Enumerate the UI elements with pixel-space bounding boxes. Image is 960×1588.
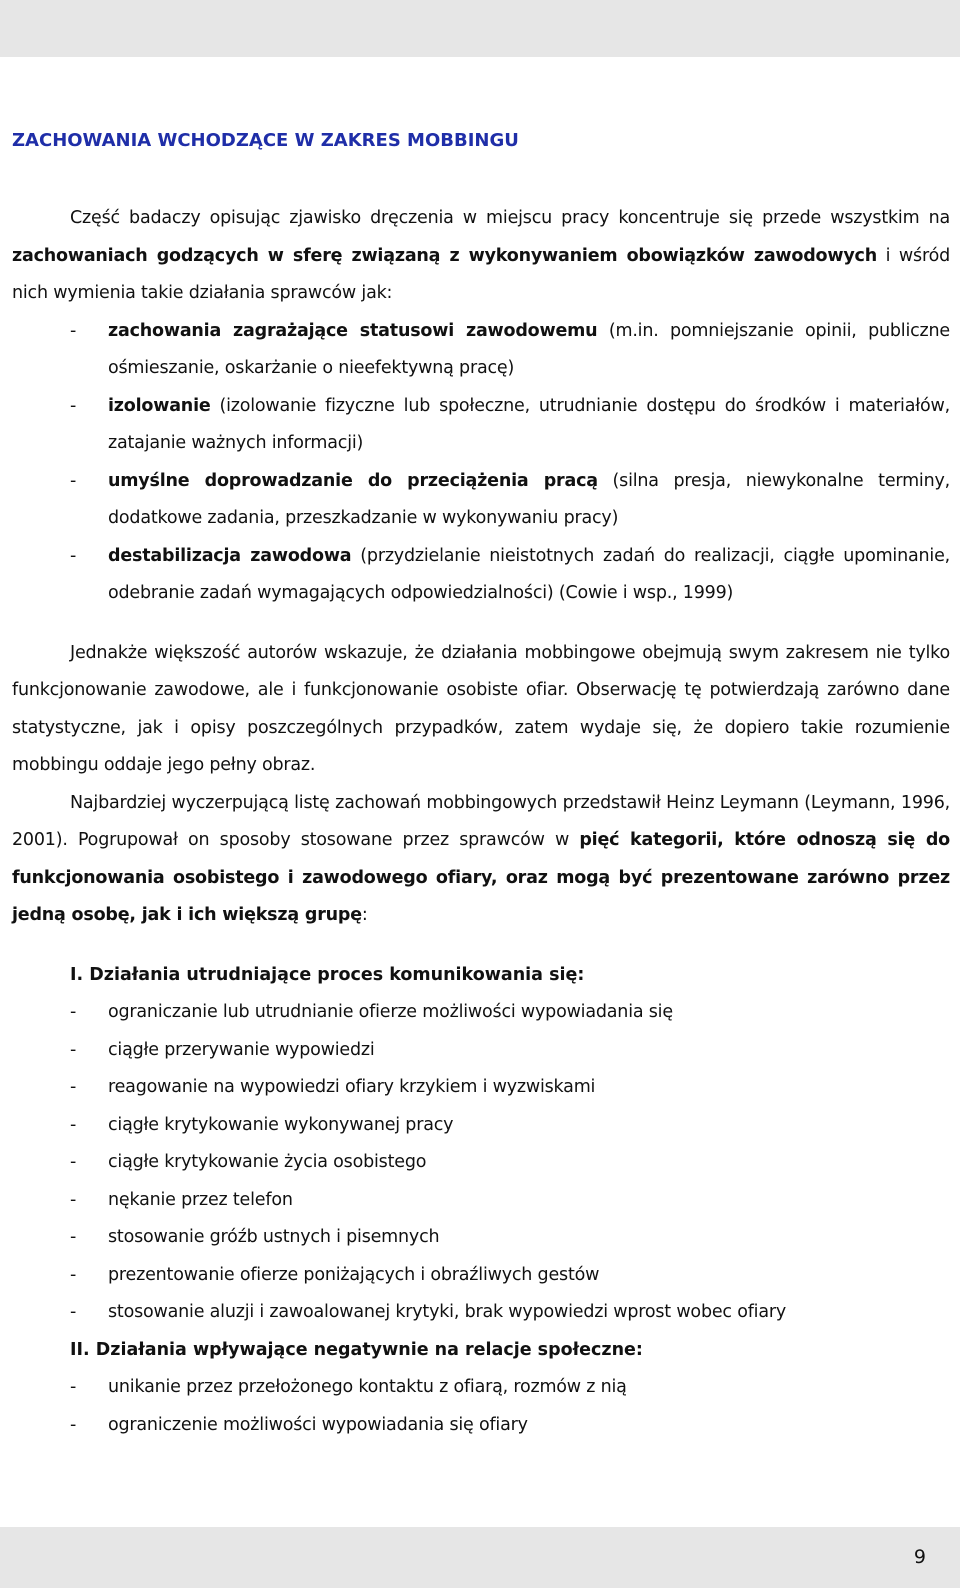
list-dash: - <box>70 1414 77 1435</box>
list-item <box>12 1257 950 1295</box>
para3-text-start: Najbardziej wyczerpującą listę zachowań mobbingowych przedstawił Heinz Leymann (Leymann, 1996, 2001). Pogrupował on sposoby stosowane przez sprawców w <box>12 792 950 850</box>
list-item <box>12 1369 950 1407</box>
list-item-text: ciągłe przerywanie wypowiedzi <box>108 1039 375 1060</box>
list-item-text <box>108 538 950 613</box>
para3-bold-phrase: pięć kategorii, które odnoszą się do funkcjonowania osobistego i zawodowego ofiary, oraz mogą być prezentowane zarówno przez jedną osobę, jak i ich większą grupę <box>12 830 950 925</box>
paragraph-3 <box>12 785 950 935</box>
list-dash: - <box>70 1152 77 1172</box>
list-dash: - <box>70 395 77 416</box>
page-footer-band <box>0 1527 960 1588</box>
list-item <box>12 1294 950 1332</box>
list-item-text: ograniczanie lub utrudnianie ofierze możliwości wypowiadania się <box>108 1002 673 1022</box>
intro-text-start: Część badaczy opisując zjawisko dręczenia w miejscu pracy koncentruje się przede wszystkim na <box>70 208 950 228</box>
section-heading: ZACHOWANIA WCHODZĄCE W ZAKRES MOBBINGU <box>12 130 519 151</box>
list-dash: - <box>70 1302 77 1322</box>
list-item <box>12 313 950 388</box>
page-top-band <box>0 0 960 57</box>
list-dash: - <box>70 1039 77 1060</box>
list-item-bold: izolowanie <box>108 395 211 416</box>
list-dash: - <box>70 1264 77 1285</box>
behaviors-list <box>12 313 950 613</box>
list-item <box>12 1032 950 1070</box>
list-item-text: stosowanie aluzji i zawoalowanej krytyki, brak wypowiedzi wprost wobec ofiary <box>108 1302 787 1322</box>
list-item <box>12 1219 950 1257</box>
list-dash: - <box>70 1189 77 1210</box>
list-item-desc: (silna presja, niewykonalne terminy, dodatkowe zadania, przeszkadzanie w wykonywaniu pracy) <box>108 470 950 528</box>
list-item <box>12 388 950 463</box>
list-dash: - <box>70 1077 77 1097</box>
list-dash: - <box>70 1002 77 1022</box>
list-item-text: ciągłe krytykowanie życia osobistego <box>108 1152 427 1172</box>
list-item-bold: umyślne doprowadzanie do przeciążenia pracą <box>108 470 598 491</box>
intro-text-end: i wśród nich wymienia takie działania sprawców jak: <box>12 245 950 303</box>
list-item-text <box>108 313 950 388</box>
category-2-title: II. Działania wpływające negatywnie na relacje społeczne: <box>70 1339 643 1360</box>
intro-bold-phrase: zachowaniach godzących w sferę związaną z wykonywaniem obowiązków zawodowych <box>12 245 877 266</box>
para3-text-end: : <box>361 905 368 925</box>
list-item-text: prezentowanie ofierze poniżających i obraźliwych gestów <box>108 1264 600 1285</box>
list-item-text <box>108 463 950 538</box>
list-item-text: nękanie przez telefon <box>108 1189 293 1210</box>
list-item <box>12 1069 950 1107</box>
list-item-bold: zachowania zagrażające statusowi zawodowemu <box>108 320 598 341</box>
list-item-text: stosowanie gróźb ustnych i pisemnych <box>108 1227 440 1247</box>
list-item <box>12 538 950 613</box>
list-item-desc: (izolowanie fizyczne lub społeczne, utrudnianie dostępu do środków i materiałów, zatajanie ważnych informacji) <box>108 395 950 453</box>
list-item <box>12 463 950 538</box>
document-body <box>12 126 950 1444</box>
category-2-list <box>12 1369 950 1444</box>
paragraph-2: Jednakże większość autorów wskazuje, że działania mobbingowe obejmują swym zakresem nie tylko funkcjonowanie zawodowe, ale i funkcjonowanie osobiste ofiar. Obserwację tę potwierdzają zarówno dane statystyczne, jak i opisy poszczególnych przypadków, zatem wydaje się, że dopiero takie rozumienie mobbingu oddaje jego pełny obraz. <box>12 642 950 775</box>
list-item-desc: (m.in. pomniejszanie opinii, publiczne ośmieszanie, oskarżanie o nieefektywną pracę) <box>108 320 950 378</box>
list-item <box>12 1107 950 1145</box>
list-item-text: ograniczenie możliwości wypowiadania się ofiary <box>108 1414 528 1435</box>
page-number: 9 <box>913 1546 926 1568</box>
list-dash: - <box>70 1377 77 1397</box>
intro-paragraph <box>12 200 950 313</box>
list-dash: - <box>70 320 77 341</box>
list-item <box>12 994 950 1032</box>
category-1-title: I. Działania utrudniające proces komunikowania się: <box>70 964 585 985</box>
category-1-list <box>12 994 950 1332</box>
list-item-desc: (przydzielanie nieistotnych zadań do realizacji, ciągłe upominanie, odebranie zadań wymagających odpowiedzialności) (Cowie i wsp., 1999) <box>108 545 950 603</box>
list-item <box>12 1144 950 1182</box>
list-item-text <box>108 388 950 463</box>
list-item-text: reagowanie na wypowiedzi ofiary krzykiem i wyzwiskami <box>108 1077 596 1097</box>
list-item-text: ciągłe krytykowanie wykonywanej pracy <box>108 1114 454 1135</box>
list-item <box>12 1182 950 1220</box>
list-dash: - <box>70 470 77 491</box>
list-item-bold: destabilizacja zawodowa <box>108 545 352 566</box>
list-dash: - <box>70 1114 77 1135</box>
list-dash: - <box>70 545 77 566</box>
list-item <box>12 1407 950 1445</box>
list-dash: - <box>70 1227 77 1247</box>
list-item-text: unikanie przez przełożonego kontaktu z ofiarą, rozmów z nią <box>108 1377 627 1397</box>
